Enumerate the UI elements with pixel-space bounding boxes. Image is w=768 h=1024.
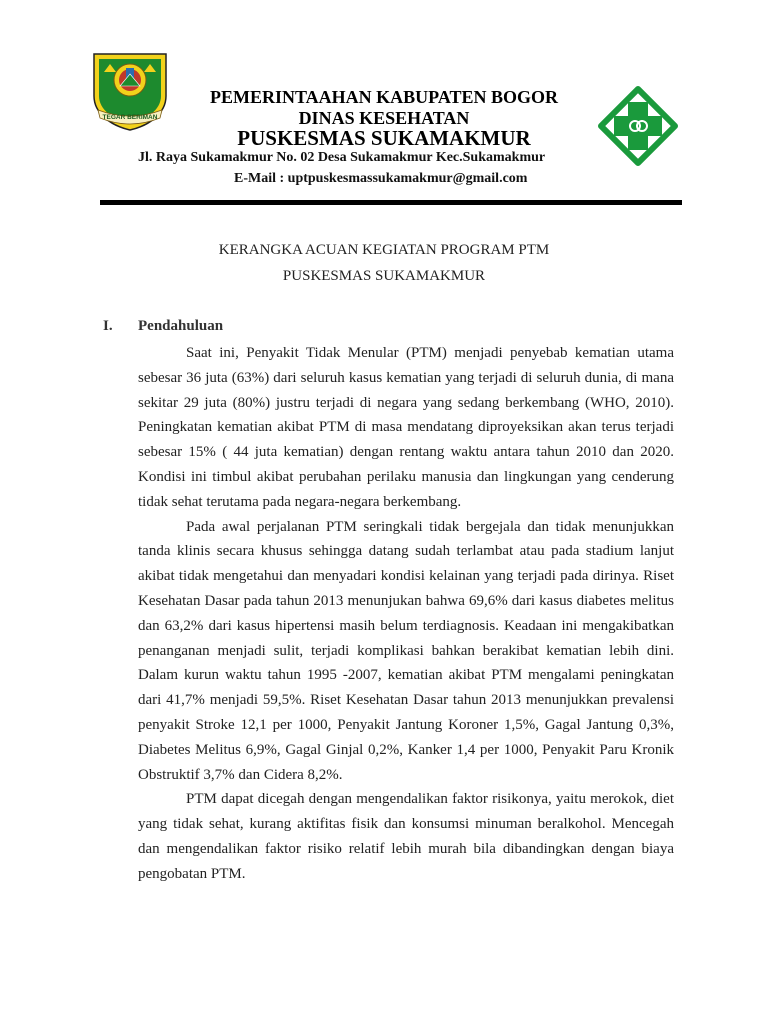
header-divider [100, 200, 682, 205]
section-body [138, 341, 674, 887]
header-email: E-Mail : uptpuskesmassukamakmur@gmail.com [234, 171, 528, 186]
paragraph-2: Pada awal perjalanan PTM seringkali tidak bergejala dan tidak menunjukkan tanda klinis secara khusus sehingga datang sudah terlambat atau pada stadium lanjut akibat tidak mengetahui dan menyadari kondisi kelainan yang terjadi pada dirinya. Riset Kesehatan Dasar pada tahun 2013 menunjukan bahwa 69,6% dari kasus diabetes melitus dan 63,2% dari kasus hipertensi masih belum terdiagnosis. Keadaan ini mengakibatkan penanganan menjadi sulit, terjadi komplikasi bahkan berakibat kematian lebih dini. Dalam kurun waktu tahun 1995 -2007, kematian akibat PTM mengalami peningkatan dari 41,7% menjadi 59,5%. Riset Kesehatan Dasar tahun 2013 menunjukkan prevalensi penyakit Stroke 12,1 per 1000, Penyakit Jantung Koroner 1,5%, Gagal Jantung 0,3%, Diabetes Melitus 6,9%, Gagal Ginjal 0,2%, Kanker 1,4 per 1000, Penyakit Paru Kronik Obstruktif 3,7% dan Cidera 8,2%. [138, 518, 674, 783]
document-subtitle: PUSKESMAS SUKAMAKMUR [282, 268, 486, 284]
header-puskesmas: PUSKESMAS SUKAMAKMUR [237, 126, 531, 150]
header-address: Jl. Raya Sukamakmur No. 02 Desa Sukamakmur Kec.Sukamakmur [138, 150, 546, 165]
crest-motto: TEGAR BERIMAN [102, 114, 158, 121]
paragraph-3: PTM dapat dicegah dengan mengendalikan faktor risikonya, yaitu merokok, diet yang tidak sehat, kurang aktifitas fisik dan konsumsi minuman beralkohol. Mencegah dan mengendalikan faktor risiko relatif lebih murah bila dibandingkan dengan biaya pengobatan PTM. [138, 791, 674, 882]
section-heading: Pendahuluan [138, 318, 224, 334]
header-government: PEMERINTAAHAN KABUPATEN BOGOR [209, 87, 558, 107]
header-department: DINAS KESEHATAN [298, 108, 470, 128]
paragraph-1: Saat ini, Penyakit Tidak Menular (PTM) menjadi penyebab kematian utama sebesar 36 juta (63%) dari seluruh kasus kematian yang terjadi di seluruh dunia, di mana sekitar 29 juta (80%) justru terjadi di negara yang sedang berkembang (WHO, 2010). Peningkatan kematian akibat PTM di masa mendatang diproyeksikan akan terus terjadi sebesar 15% ( 44 juta kematian) dengan rentang waktu antara tahun 2010 dan 2020. Kondisi ini timbul akibat perubahan perilaku manusia dan lingkungan yang cenderung tidak sehat terutama pada negara-negara berkembang. [138, 345, 674, 510]
document-title: KERANGKA ACUAN KEGIATAN PROGRAM PTM [218, 242, 550, 258]
section-number: I. [103, 318, 113, 334]
